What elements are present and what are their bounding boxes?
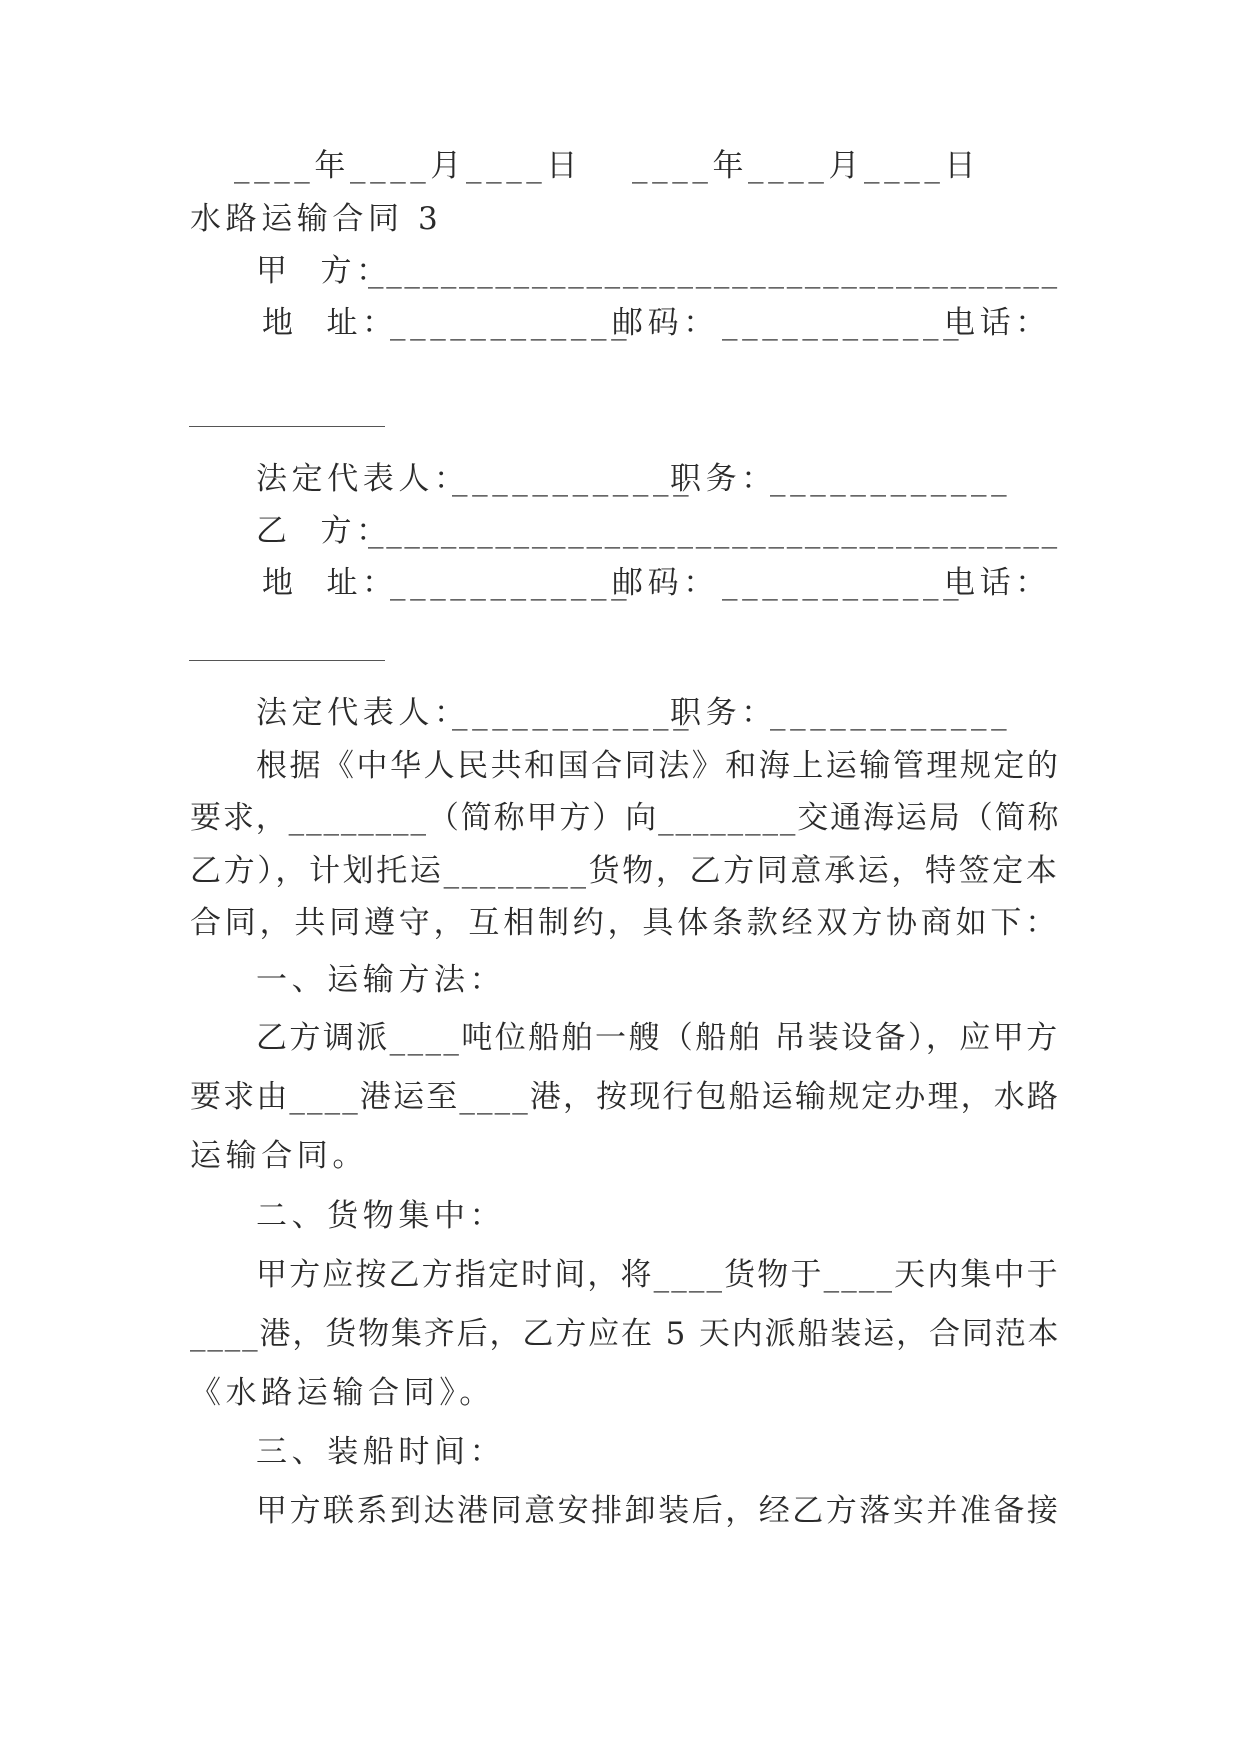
- party-a-label: 甲 方：: [256, 253, 392, 289]
- intro-line-2: 要求，________（简称甲方）向________交通海运局（简称: [190, 800, 1061, 836]
- section-1-heading: 一、运输方法：: [256, 962, 506, 998]
- party-a-position-label: 职务：: [670, 461, 777, 497]
- party-a-phone-underline: [189, 426, 385, 427]
- document-title: 水路运输合同 3: [190, 201, 443, 237]
- intro-line-1: 根据《中华人民共和国合同法》和海上运输管理规定的: [256, 748, 1061, 784]
- section-1-line-1: 乙方调派____吨位船舶一艘（船舶 吊装设备），应甲方: [256, 1020, 1060, 1056]
- party-b-rep-blank: ____________: [452, 695, 694, 731]
- date-line: ____年____月____日 ____年____月____日: [234, 148, 981, 184]
- party-b-phone-label: 电话：: [944, 565, 1051, 601]
- party-b-label: 乙 方：: [256, 513, 392, 549]
- section-1-line-2: 要求由____港运至____港，按现行包船运输规定办理，水路: [190, 1079, 1060, 1115]
- party-b-zip-label: 邮码：: [612, 565, 719, 601]
- party-b-phone-underline: [189, 660, 385, 661]
- section-3-heading: 三、装船时间：: [256, 1434, 506, 1470]
- party-a-rep-label: 法定代表人：: [256, 461, 470, 497]
- intro-line-4: 合同，共同遵守，互相制约，具体条款经双方协商如下：: [190, 905, 1060, 941]
- party-b-position-label: 职务：: [670, 695, 777, 731]
- party-a-position-blank: ____________: [770, 461, 1012, 497]
- section-2-heading: 二、货物集中：: [256, 1198, 506, 1234]
- section-2-line-1: 甲方应按乙方指定时间，将____货物于____天内集中于: [256, 1257, 1060, 1293]
- party-a-blank: ______________________________________: [368, 253, 1060, 289]
- party-b-rep-label: 法定代表人：: [256, 695, 470, 731]
- section-2-line-2: ____港，货物集齐后，乙方应在 5 天内派船装运，合同范本: [190, 1316, 1061, 1352]
- party-a-zip-blank: ____________: [722, 305, 964, 341]
- intro-line-3: 乙方），计划托运________货物，乙方同意承运，特签定本: [190, 853, 1060, 889]
- party-b-position-blank: ____________: [770, 695, 1012, 731]
- party-b-blank: ______________________________________: [368, 513, 1060, 549]
- party-a-phone-label: 电话：: [944, 305, 1051, 341]
- section-2-line-3: 《水路运输合同》。: [190, 1375, 495, 1411]
- party-a-address-label: 地 址：: [262, 305, 398, 341]
- party-a-zip-label: 邮码：: [612, 305, 719, 341]
- party-b-address-label: 地 址：: [262, 565, 398, 601]
- party-a-address-blank: ____________: [390, 305, 632, 341]
- party-b-address-blank: ____________: [390, 565, 632, 601]
- party-a-rep-blank: ____________: [452, 461, 694, 497]
- party-b-zip-blank: ____________: [722, 565, 964, 601]
- section-3-line-1: 甲方联系到达港同意安排卸装后，经乙方落实并准备接: [256, 1493, 1061, 1529]
- section-1-line-3: 运输合同。: [190, 1138, 368, 1174]
